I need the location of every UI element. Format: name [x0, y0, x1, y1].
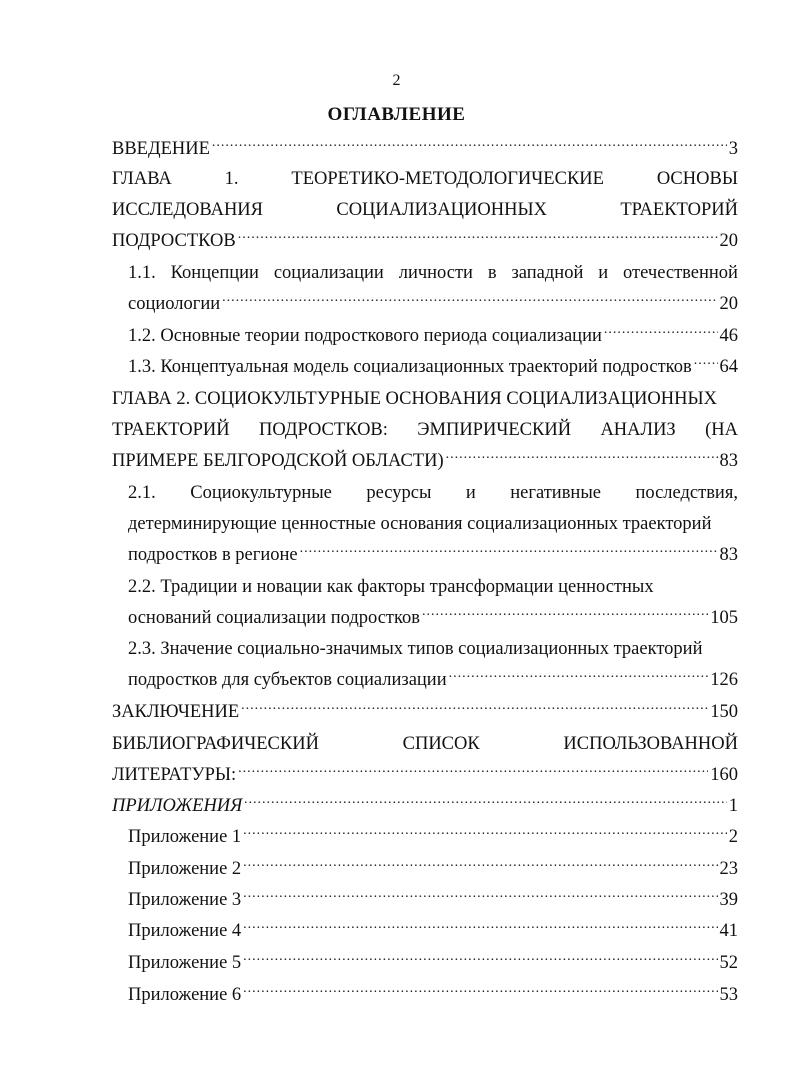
toc-entry-appendix-1[interactable] [128, 826, 738, 848]
leader-dots [243, 858, 717, 874]
entry-page: 2 [728, 827, 738, 847]
entry-page: 39 [719, 890, 738, 910]
word: 1. [224, 169, 239, 189]
entry-text: ЛИТЕРАТУРЫ: [112, 765, 237, 785]
leader-dots [238, 230, 718, 246]
entry-text: ЗАКЛЮЧЕНИЕ [112, 702, 240, 722]
word: ТЕОРЕТИКО-МЕТОДОЛОГИЧЕСКИЕ [291, 169, 604, 189]
toc-entry-chapter1-line3[interactable] [112, 230, 738, 252]
word: АНАЛИЗ [600, 420, 676, 440]
toc-entry-section-2-1-line3[interactable] [128, 544, 738, 566]
toc-entry-conclusion[interactable] [112, 701, 738, 723]
entry-text: подростков для субъектов социализации [128, 670, 447, 690]
entry-page: 83 [719, 545, 738, 565]
leader-dots [694, 356, 718, 372]
word: ГЛАВА [112, 169, 172, 189]
entry-page: 52 [719, 953, 738, 973]
word: СПИСОК [402, 734, 480, 754]
word: БИБЛИОГРАФИЧЕСКИЙ [112, 734, 319, 754]
word: западной [511, 263, 584, 283]
toc-entry-appendices[interactable] [112, 795, 738, 817]
entry-text: социологии [128, 294, 221, 314]
entry-text: Приложение 4 [128, 921, 242, 941]
entry-page: 46 [719, 326, 738, 346]
entry-text: 1.3. Концептуальная модель социализационных траекторий подростков [128, 357, 692, 377]
entry-text: ПОДРОСТКОВ [112, 231, 236, 251]
word: (НА [705, 420, 738, 440]
word: ЭМПИРИЧЕСКИЙ [417, 420, 572, 440]
entry-text: ВВЕДЕНИЕ [112, 139, 210, 159]
toc-entry-appendix-3[interactable] [128, 889, 738, 911]
word: ОСНОВЫ [656, 169, 738, 189]
word: ИССЛЕДОВАНИЯ [112, 200, 263, 220]
toc-entry-bibliography-line1[interactable] [112, 733, 738, 755]
page-number: 2 [392, 72, 401, 89]
entry-page: 23 [719, 859, 738, 879]
toc-entry-section-2-1-line1[interactable] [128, 482, 738, 504]
word: ресурсы [366, 483, 432, 503]
entry-text: ПРИЛОЖЕНИЯ [112, 796, 243, 816]
leader-dots [243, 920, 717, 936]
toc-entry-section-1-1-line1[interactable] [128, 262, 738, 284]
word: социализации [273, 263, 384, 283]
leader-dots [244, 795, 726, 811]
toc-entry-section-2-3-line2[interactable] [128, 669, 738, 691]
entry-text: ПРИМЕРЕ БЕЛГОРОДСКОЙ ОБЛАСТИ) [112, 451, 444, 471]
word: Концепции [170, 263, 259, 283]
toc-entry-section-1-2[interactable] [128, 325, 738, 347]
leader-dots [241, 701, 708, 717]
leader-dots [300, 544, 718, 560]
leader-dots [604, 325, 718, 341]
entry-text: Приложение 2 [128, 859, 242, 879]
word: личности [398, 263, 473, 283]
entry-text: Приложение 1 [128, 827, 242, 847]
toc-entry-section-1-3[interactable] [128, 356, 738, 378]
toc-entry-chapter1-line2[interactable] [112, 199, 738, 221]
word: и [598, 263, 609, 283]
word: ИСПОЛЬЗОВАННОЙ [563, 734, 738, 754]
entry-text: Приложение 5 [128, 953, 242, 973]
toc-entry-intro[interactable] [112, 138, 738, 160]
word: Социокультурные [190, 483, 332, 503]
word: в [487, 263, 497, 283]
entry-page: 105 [710, 608, 738, 628]
toc-entry-chapter2-line1[interactable] [112, 388, 738, 410]
toc-entry-chapter2-line2[interactable] [112, 419, 738, 441]
word: ТРАЕКТОРИЙ [620, 200, 738, 220]
toc-entry-section-2-1-line2[interactable] [128, 513, 738, 535]
leader-dots [212, 138, 727, 154]
toc-entry-appendix-4[interactable] [128, 920, 738, 942]
toc-entry-appendix-5[interactable] [128, 952, 738, 974]
entry-page: 20 [719, 231, 738, 251]
toc-entry-chapter1-line1[interactable] [112, 168, 738, 190]
entry-page: 126 [710, 670, 738, 690]
toc-entry-section-2-2-line2[interactable] [128, 607, 738, 629]
toc-entry-section-1-1-line2[interactable] [128, 293, 738, 315]
word: СОЦИАЛИЗАЦИОННЫХ [336, 200, 547, 220]
entry-page: 53 [719, 985, 738, 1005]
toc-entry-appendix-6[interactable] [128, 984, 738, 1006]
entry-page: 20 [719, 294, 738, 314]
toc-entry-section-2-3-line1[interactable] [128, 638, 738, 660]
word: ПОДРОСТКОВ: [259, 420, 388, 440]
entry-page: 3 [728, 139, 738, 159]
entry-page: 1 [728, 796, 738, 816]
entry-text: ГЛАВА 2. СОЦИОКУЛЬТУРНЫЕ ОСНОВАНИЯ СОЦИАЛИЗАЦИОННЫХ [112, 389, 717, 409]
entry-page: 64 [719, 357, 738, 377]
toc-entry-appendix-2[interactable] [128, 858, 738, 880]
leader-dots [238, 764, 708, 780]
word: ТРАЕКТОРИЙ [112, 420, 230, 440]
entry-text: 2.3. Значение социально-значимых типов социализационных траекторий [128, 639, 703, 659]
leader-dots [243, 952, 717, 968]
entry-page: 41 [719, 921, 738, 941]
leader-dots [422, 607, 708, 623]
word: 1.1. [128, 263, 156, 283]
word: последствия, [635, 483, 738, 503]
leader-dots [243, 984, 717, 1000]
word: и [465, 483, 476, 503]
entry-text: детерминирующие ценностные основания социализационных траекторий [128, 514, 712, 534]
toc-title: ОГЛАВЛЕНИЕ [327, 104, 466, 125]
entry-text: подростков в регионе [128, 545, 298, 565]
entry-page: 150 [710, 702, 738, 722]
entry-page: 83 [719, 451, 738, 471]
entry-text: Приложение 3 [128, 890, 242, 910]
word: отечественной [623, 263, 738, 283]
entry-text: 1.2. Основные теории подросткового периода социализации [128, 326, 602, 346]
toc-entry-section-2-2-line1[interactable] [128, 576, 738, 598]
word: негативные [510, 483, 601, 503]
toc-entry-bibliography-line2[interactable] [112, 764, 738, 786]
word: 2.1. [128, 483, 156, 503]
entry-page: 160 [710, 765, 738, 785]
leader-dots [222, 293, 717, 309]
entry-text: 2.2. Традиции и новации как факторы трансформации ценностных [128, 577, 654, 597]
entry-text: оснований социализации подростков [128, 608, 421, 628]
leader-dots [449, 669, 709, 685]
leader-dots [446, 450, 718, 466]
leader-dots [243, 826, 727, 842]
entry-text: Приложение 6 [128, 985, 242, 1005]
leader-dots [243, 889, 717, 905]
toc-entry-chapter2-line3[interactable] [112, 450, 738, 472]
